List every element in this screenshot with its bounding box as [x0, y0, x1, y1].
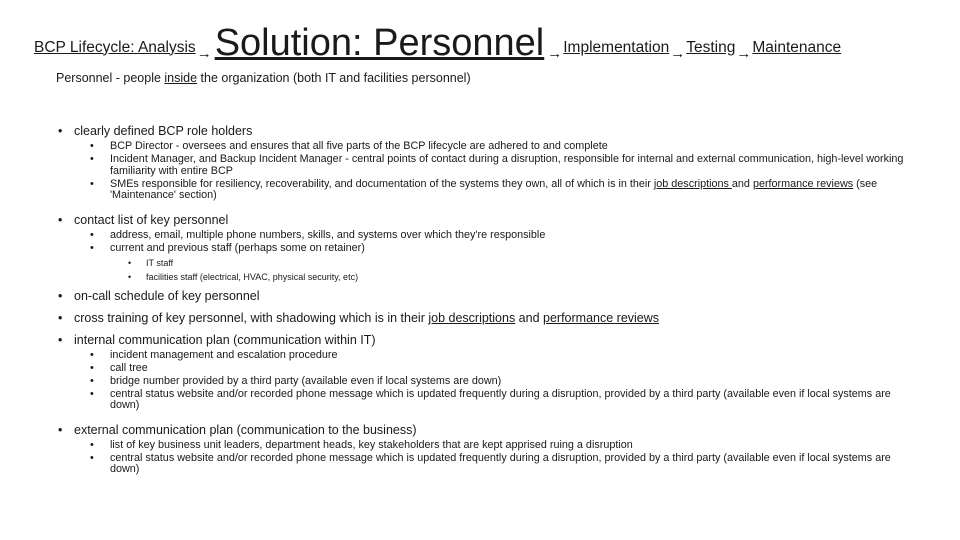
bullet-on-call	[56, 288, 916, 304]
external-list	[56, 440, 916, 476]
smes-performance-reviews: performance reviews	[752, 177, 854, 190]
bullet-contacts-label: contact list of key personnel	[74, 212, 229, 227]
bullet-internal	[56, 332, 916, 348]
arrow-icon: →	[736, 45, 752, 62]
list-item: • facilities staff (electrical, HVAC, physical security, etc)	[56, 270, 916, 284]
list-item: • bridge number provided by a third party (available even if local systems are down)	[56, 376, 916, 388]
page-title: Solution: Personnel	[214, 22, 545, 64]
intro-suffix: the organization (both IT and facilities personnel)	[197, 71, 471, 85]
cross-training-prefix: cross training of key personnel, with shadowing which is in their	[74, 310, 429, 325]
list-item: • central status website and/or recorded phone message which is updated frequently during a disruption, provided by a third party (available even if local systems are down)	[56, 389, 916, 412]
bullet-roles	[56, 123, 916, 139]
breadcrumb-implementation: Implementation	[563, 38, 670, 56]
title-bar	[34, 14, 944, 62]
bullet-internal-label: internal communication plan (communication within IT)	[74, 332, 376, 347]
roles-list	[56, 141, 916, 202]
cross-training-job-descriptions: job descriptions	[428, 310, 516, 325]
intro-emphasis: inside	[164, 71, 198, 85]
list-item: • IT staff	[56, 256, 916, 270]
smes-job-descriptions: job descriptions	[653, 177, 732, 190]
bullet-contacts	[56, 212, 916, 228]
contacts-list	[56, 230, 916, 255]
list-item: • central status website and/or recorded phone message which is updated frequently during a disruption, provided by a third party (available even if local systems are down)	[56, 453, 916, 476]
list-item: • list of key business unit leaders, department heads, key stakeholders that are kept apprised ruing a disruption	[56, 440, 916, 452]
list-item: • Incident Manager, and Backup Incident Manager - central points of contact during a disruption, responsible for internal and external communication, high-level working familiarity with entire BCP	[56, 154, 916, 177]
bullet-roles-label: clearly defined BCP role holders	[74, 124, 253, 138]
arrow-icon: →	[670, 45, 686, 62]
bullet-on-call-label: on-call schedule of key personnel	[74, 288, 260, 303]
internal-list	[56, 350, 916, 412]
list-item: • incident management and escalation procedure	[56, 350, 916, 362]
breadcrumb-before: BCP Lifecycle: Analysis	[34, 38, 196, 56]
smes-prefix: SMEs responsible for resiliency, recoverability, and documentation of the systems they own, all of which is in their	[110, 177, 654, 190]
staff-list	[56, 256, 916, 284]
list-item: • address, email, multiple phone numbers, skills, and systems over which they're responsible	[56, 230, 916, 242]
arrow-icon: →	[196, 45, 212, 62]
bullet-external-label: external communication plan (communication to the business)	[74, 422, 417, 437]
breadcrumb-testing: Testing	[686, 38, 736, 56]
list-item: • current and previous staff (perhaps some on retainer)	[56, 243, 916, 255]
cross-training-performance-reviews: performance reviews	[543, 310, 660, 325]
smes-suffix: (see 'Maintenance' section)	[110, 177, 878, 201]
intro-text	[56, 71, 471, 85]
intro-prefix: Personnel - people	[56, 71, 165, 85]
smes-middle: and	[731, 177, 753, 190]
bullet-cross-training	[56, 310, 916, 326]
list-item: • BCP Director - oversees and ensures that all five parts of the BCP lifecycle are adhered to and complete	[56, 141, 916, 153]
bullet-content	[56, 116, 916, 477]
bullet-external	[56, 422, 916, 438]
cross-training-middle: and	[515, 310, 544, 325]
list-item	[56, 179, 916, 202]
breadcrumb-maintenance: Maintenance	[752, 38, 842, 56]
arrow-icon: →	[547, 45, 563, 62]
list-item: • call tree	[56, 363, 916, 375]
